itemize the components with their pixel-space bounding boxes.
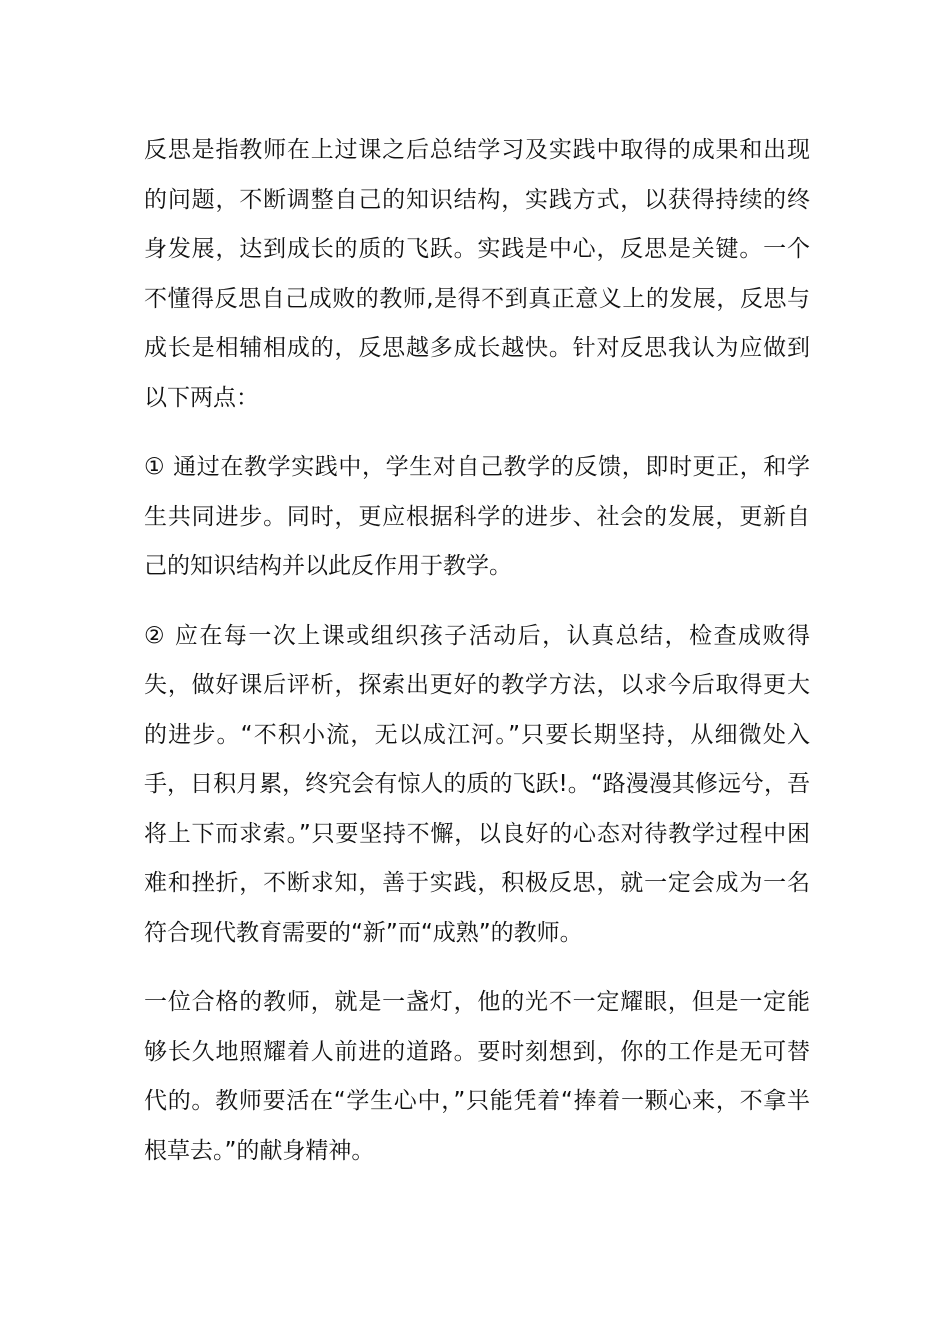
paragraph-conclusion: 一位合格的教师，就是一盏灯，他的光不一定耀眼，但是一定能够长久地照耀着人前进的道路。要时刻想到，你的工作是无可替代的。教师要活在“学生心中，”只能凭着“捧着一颗心来，不拿半根草去。”的献身精神。 <box>144 989 810 1164</box>
paragraph-point-one: ① 通过在教学实践中，学生对自己教学的反馈，即时更正，和学生共同进步。同时，更应根据科学的进步、社会的发展，更新自己的知识结构并以此反作用于教学。 <box>144 454 810 579</box>
document-body <box>144 126 810 1196</box>
paragraph-point-two: ② 应在每一次上课或组织孩子活动后，认真总结，检查成败得失，做好课后评析，探索出更好的教学方法，以求今后取得更大的进步。“不积小流，无以成江河。”只要长期坚持，从细微处入手，日积月累，终究会有惊人的质的飞跃!。“路漫漫其修远兮，吾将上下而求索。”只要坚持不懈，以良好的心态对待教学过程中困难和挫折，不断求知，善于实践，积极反思，就一定会成为一名符合现代教育需要的“新”而“成熟”的教师。 <box>144 622 810 946</box>
paragraph-reflection-intro: 反思是指教师在上过课之后总结学习及实践中取得的成果和出现的问题，不断调整自己的知识结构，实践方式，以获得持续的终身发展，达到成长的质的飞跃。实践是中心，反思是关键。一个不懂得反思自己成败的教师,是得不到真正意义上的发展，反思与成长是相辅相成的，反思越多成长越快。针对反思我认为应做到以下两点： <box>144 137 810 411</box>
